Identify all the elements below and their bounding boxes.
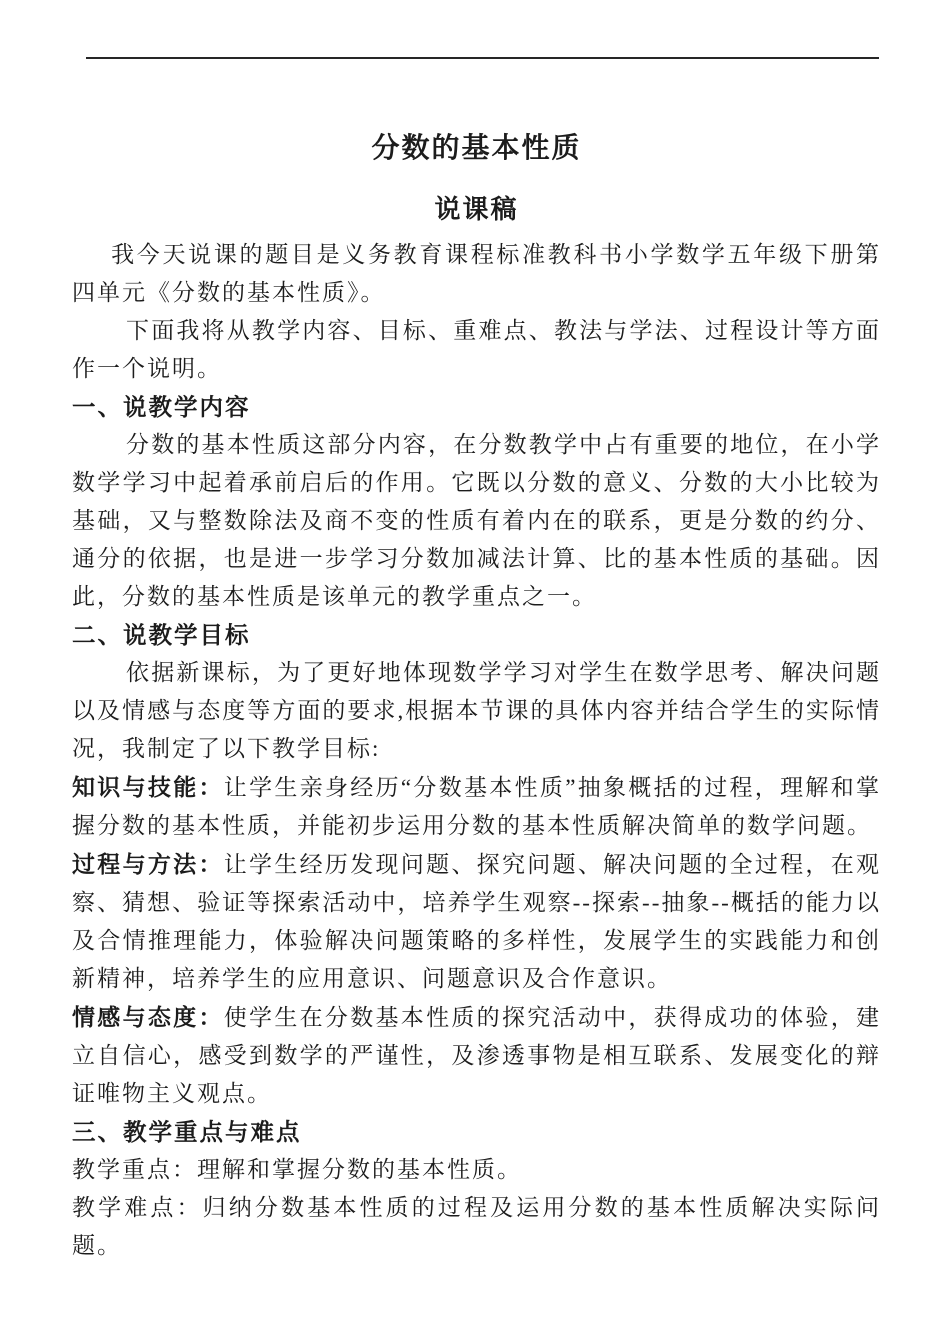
section-3-heading: 三、教学重点与难点 (72, 1119, 302, 1145)
goal-emotion-attitude (72, 998, 881, 1113)
teaching-difficult-point: 教学难点：归纳分数基本性质的过程及运用分数的基本性质解决实际问题。 (72, 1195, 881, 1258)
goal-knowledge-skills-label: 知识与技能： (72, 774, 224, 800)
document-title: 分数的基本性质 (371, 132, 582, 163)
goal-knowledge-skills (72, 768, 881, 845)
document-body (72, 236, 881, 1265)
document-content (72, 0, 881, 1265)
section-1-heading: 一、说教学内容 (72, 394, 251, 420)
intro-paragraph-1: 我今天说课的题目是义务教育课程标准教科书小学数学五年级下册第四单元《分数的基本性质》。 (72, 242, 881, 305)
section-1-paragraph: 分数的基本性质这部分内容，在分数教学中占有重要的地位，在小学数学学习中起着承前启后的作用。它既以分数的意义、分数的大小比较为基础，又与整数除法及商不变的性质有着内在的联系，更是分数的约分、通分的依据，也是进一步学习分数加减法计算、比的基本性质的基础。因此，分数的基本性质是该单元的教学重点之一。 (72, 432, 881, 609)
section-2-heading: 二、说教学目标 (72, 622, 251, 648)
goal-process-method-label: 过程与方法： (72, 851, 224, 877)
goal-process-method (72, 845, 881, 998)
goal-knowledge-skills-text: 让学生亲身经历“分数基本性质”抽象概括的过程，理解和掌握分数的基本性质，并能初步运用分数的基本性质解决简单的数学问题。 (72, 775, 881, 838)
goal-emotion-attitude-text: 使学生在分数基本性质的探究活动中，获得成功的体验，建立自信心，感受到数学的严谨性，及渗透事物是相互联系、发展变化的辩证唯物主义观点。 (72, 1005, 882, 1106)
teaching-key-point: 教学重点：理解和掌握分数的基本性质。 (72, 1157, 522, 1182)
goal-emotion-attitude-label: 情感与态度： (72, 1004, 224, 1030)
intro-paragraph-2: 下面我将从教学内容、目标、重难点、教法与学法、过程设计等方面作一个说明。 (72, 318, 881, 381)
section-2-paragraph: 依据新课标，为了更好地体现数学学习对学生在数学思考、解决问题以及情感与态度等方面的要求,根据本节课的具体内容并结合学生的实际情况，我制定了以下教学目标: (72, 660, 881, 761)
document-subtitle: 说课稿 (434, 194, 519, 224)
goal-process-method-text: 让学生经历发现问题、探究问题、解决问题的全过程，在观察、猜想、验证等探索活动中，培养学生观察--探索--抽象--概括的能力以及合情推理能力，体验解决问题策略的多样性，发展学生的实践能力和创新精神，培养学生的应用意识、问题意识及合作意识。 (72, 852, 882, 991)
